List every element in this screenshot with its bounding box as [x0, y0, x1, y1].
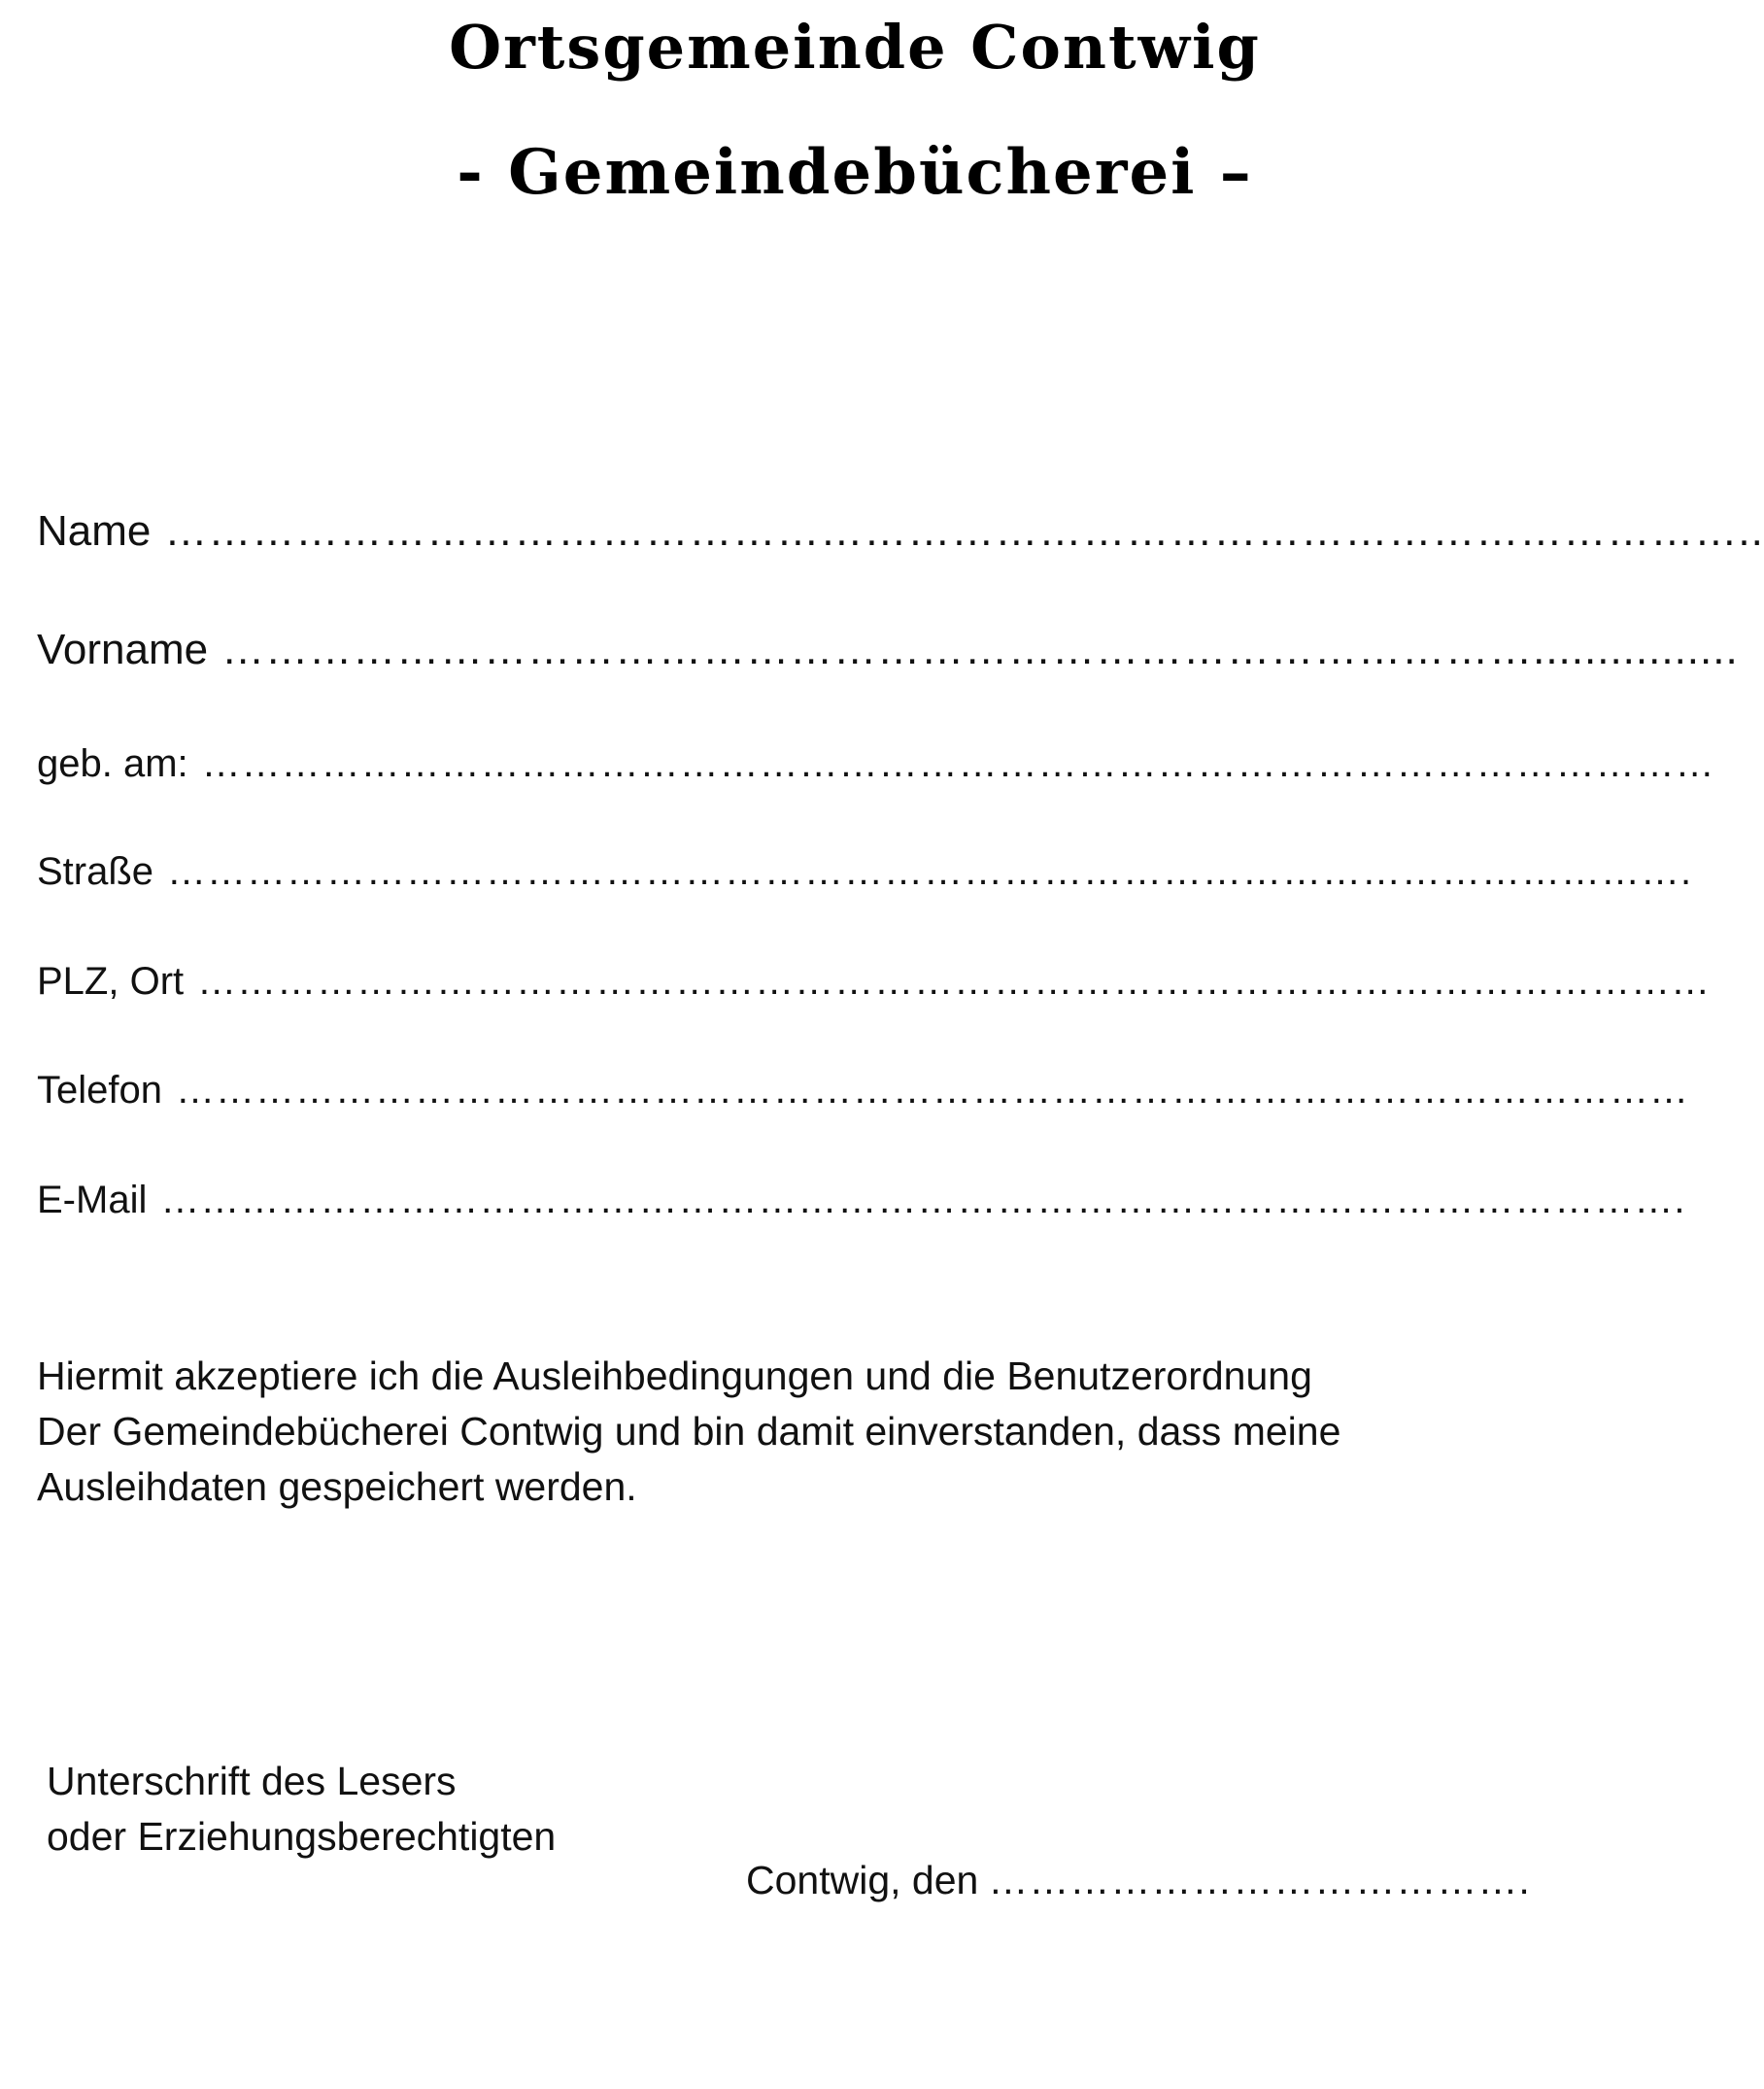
email-dotted-line[interactable]: …………………………………………………………………………………………………….: [160, 1179, 1686, 1221]
place-date-field[interactable]: [746, 1858, 1531, 1903]
postal-city-dotted-line[interactable]: ……………………………………………………………………………………………………: [197, 960, 1712, 1003]
phone-field[interactable]: [37, 1069, 1689, 1113]
consent-line: Ausleihdaten gespeichert werden.: [37, 1464, 637, 1509]
street-label: Straße: [37, 850, 154, 893]
birth-date-field[interactable]: [37, 742, 1715, 786]
phone-dotted-line[interactable]: ……………………………………………………………………………………………………: [175, 1069, 1689, 1112]
birth-date-label: geb. am:: [37, 742, 188, 785]
name-dotted-line[interactable]: ………………………………………………………………………………………………..: [164, 507, 1764, 555]
place-date-dotted-line[interactable]: ………………………………….: [988, 1858, 1531, 1902]
postal-city-label: PLZ, Ort: [37, 960, 185, 1003]
name-field[interactable]: [37, 507, 1764, 556]
consent-text: [37, 1349, 1494, 1515]
document-title: Ortsgemeinde Contwig: [449, 12, 1261, 83]
postal-city-field[interactable]: [37, 960, 1712, 1004]
consent-line: Hiermit akzeptiere ich die Ausleihbedingungen und die Benutzerordnung: [37, 1353, 1312, 1398]
first-name-dotted-line[interactable]: ………………………………………………………………………………................: [221, 626, 1739, 673]
street-dotted-line[interactable]: …………………………………………………………………………………………………….: [167, 850, 1693, 893]
phone-label: Telefon: [37, 1069, 162, 1112]
signature-block: [47, 1754, 556, 1865]
email-label: E-Mail: [37, 1179, 148, 1221]
first-name-field[interactable]: [37, 626, 1739, 674]
document-subtitle: - Gemeindebücherei –: [457, 136, 1253, 209]
consent-line: Der Gemeindebücherei Contwig und bin damit einverstanden, dass meine: [37, 1409, 1341, 1454]
signature-label: Unterschrift des Lesers: [47, 1759, 457, 1803]
first-name-label: Vorname: [37, 626, 209, 673]
signature-label: oder Erziehungsberechtigten: [47, 1814, 557, 1859]
place-date-label: Contwig, den: [746, 1858, 979, 1902]
email-field[interactable]: [37, 1179, 1686, 1222]
name-label: Name: [37, 507, 152, 555]
birth-date-dotted-line[interactable]: ……………………………………………………………………………………………………: [201, 742, 1715, 785]
street-field[interactable]: [37, 850, 1693, 894]
